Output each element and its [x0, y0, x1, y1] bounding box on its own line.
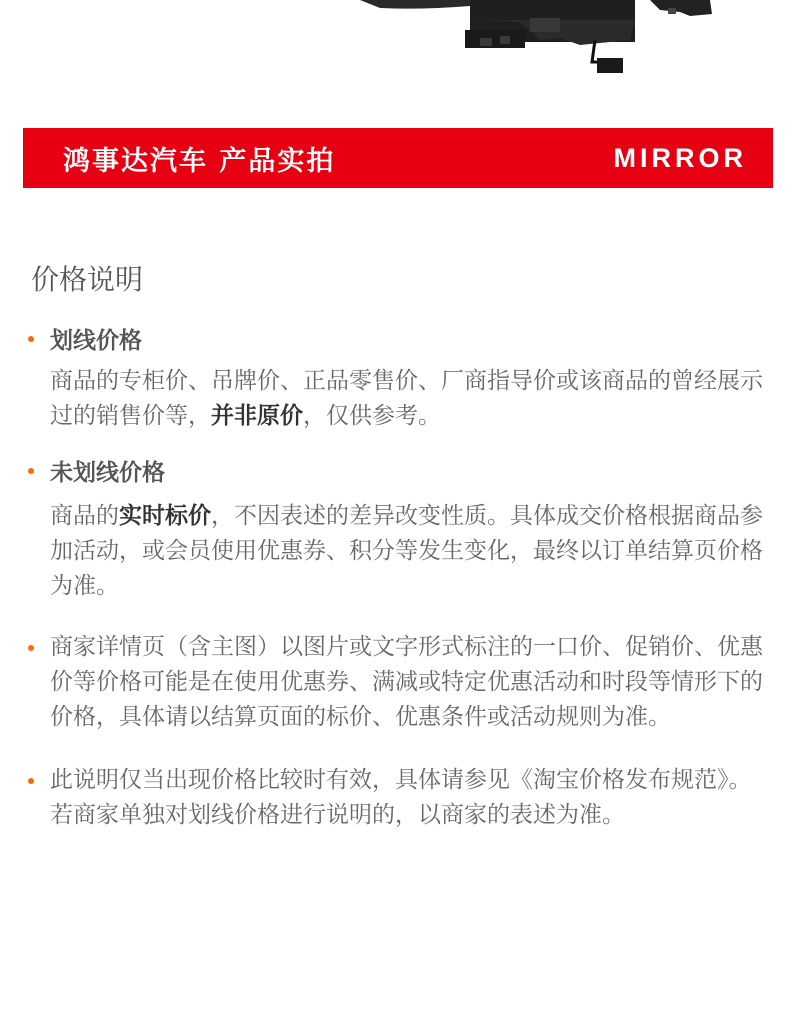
- note-title: 划线价格: [50, 328, 142, 354]
- note-body: 商品的专柜价、吊牌价、正品零售价、厂商指导价或该商品的曾经展示过的销售价等，并非原价，仅供参考。: [50, 368, 763, 429]
- price-info-heading: 价格说明: [31, 263, 144, 296]
- bullet-icon: [28, 778, 34, 784]
- note-body: 商家详情页（含主图）以图片或文字形式标注的一口价、促销价、优惠价等价格可能是在使用优惠券、满减或特定优惠活动和时段等情形下的价格，具体请以结算页面的标价、优惠条件或活动规则为准。: [50, 634, 763, 730]
- list-item: [26, 454, 766, 604]
- banner-tag: MIRROR: [613, 142, 747, 173]
- mirror-product-image: [0, 0, 790, 100]
- list-item: [26, 630, 766, 735]
- bullet-icon: [28, 336, 34, 342]
- note-title: 未划线价格: [50, 460, 165, 486]
- price-info-list: [26, 322, 766, 833]
- product-photo-banner: [23, 128, 773, 188]
- bullet-icon: [28, 468, 34, 474]
- note-body: 此说明仅当出现价格比较时有效，具体请参见《淘宝价格发布规范》。若商家单独对划线价格进行说明的，以商家的表述为准。: [50, 767, 752, 828]
- list-item: [26, 322, 766, 434]
- list-item: [26, 763, 766, 833]
- emphasis-text: 并非原价: [211, 403, 303, 429]
- emphasis-text: 实时标价: [119, 503, 211, 529]
- banner-title: 鸿事达汽车 产品实拍: [63, 145, 336, 177]
- bullet-icon: [28, 645, 34, 651]
- note-body: 商品的实时标价，不因表述的差异改变性质。具体成交价格根据商品参加活动，或会员使用优惠券、积分等发生变化，最终以订单结算页价格为准。: [50, 503, 763, 599]
